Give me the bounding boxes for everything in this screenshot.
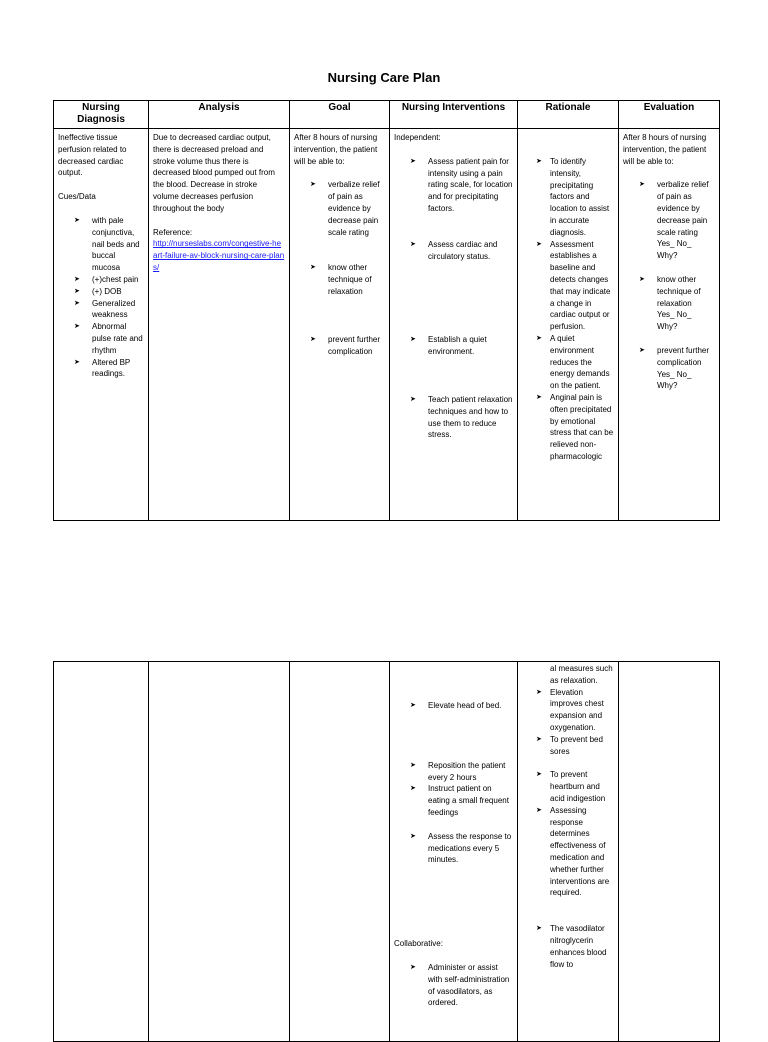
content-row [54,129,720,521]
intervention-item: ➤ Reposition the patient every 2 hours [394,760,513,784]
cue-item: ➤ Altered BP readings. [58,357,144,381]
why-field: Why? [657,322,678,332]
rationale-item: ➤ To prevent heartburn and acid indigestion [522,769,614,804]
rationale-item: ➤ Assessing response determines effectiveness of medication and whether further interventions are required. [522,805,614,899]
header-row [54,101,720,129]
care-plan-table-page1 [53,100,720,521]
analysis-cell-cont [149,662,290,1042]
cues-list [58,215,144,380]
evaluation-item [623,345,715,392]
yes-no-field: Yes_ No_ [657,310,692,320]
rationale-list [522,156,614,463]
intervention-item: ➤ Assess patient pain for intensity using a pain rating scale, for location and for precipitating factors. [394,156,513,215]
intervention-item: ➤ Establish a quiet environment. [394,334,513,358]
diagnosis-cell-cont [54,662,149,1042]
goal-item: ➤ prevent further complication [294,334,385,358]
reference-label: Reference: [153,227,193,237]
header-analysis: Analysis [149,101,290,129]
goal-list [294,179,385,357]
rationale-continued: al measures such as relaxation. [550,664,613,685]
rationale-item: ➤ The vasodilator nitroglycerin enhances blood flow to [522,923,614,970]
intervention-item: ➤ Instruct patient on eating a small frequent feedings [394,783,513,818]
rationale-item: ➤ To identify intensity, precipitating factors and location to assist in accurate diagnosis. [522,156,614,239]
page-title: Nursing Care Plan [327,70,441,85]
goal-cell-cont [290,662,390,1042]
rationale-item: ➤ A quiet environment reduces the energy demands on the patient. [522,333,614,392]
cue-item: ➤ Generalized weakness [58,298,144,322]
evaluation-text: prevent further complication [657,345,710,367]
header-goal: Goal [290,101,390,129]
rationale-item: ➤ Anginal pain is often precipitated by emotional stress that can be relieved non-pharmacologic [522,392,614,463]
interventions-cell [390,129,518,521]
interventions-list [394,156,513,441]
evaluation-item [623,179,715,262]
goal-intro: After 8 hours of nursing intervention, the patient will be able to: [294,133,378,166]
intervention-item: ➤ Assess the response to medications every 5 minutes. [394,831,513,866]
header-evaluation: Evaluation [619,101,720,129]
rationale-list-cont [522,687,614,971]
reference-link[interactable]: http://nurseslabs.com/congestive-heart-failure-av-block-nursing-care-plans/ [153,239,285,272]
header-nursing-interventions: Nursing Interventions [390,101,518,129]
diagnosis-text: Ineffective tissue perfusion related to decreased cardiac output. [58,133,127,178]
rationale-cell-cont [518,662,619,1042]
why-field: Why? [657,381,678,391]
rationale-item: ➤ Elevation improves chest expansion and oxygenation. [522,687,614,734]
header-nursing-diagnosis: Nursing Diagnosis [54,101,149,129]
analysis-cell [149,129,290,521]
header-rationale: Rationale [518,101,619,129]
intervention-item: ➤ Elevate head of bed. [394,700,513,712]
collaborative-label: Collaborative: [394,939,443,949]
goal-item: ➤ know other technique of relaxation [294,262,385,297]
cue-item: ➤ (+)chest pain [58,274,144,286]
evaluation-text: know other technique of relaxation [657,274,701,308]
cue-item: ➤ (+) DOB [58,286,144,298]
care-plan-table-page2 [53,661,720,1042]
cues-label: Cues/Data [58,192,96,202]
rationale-item: ➤ Assessment establishes a baseline and detects changes that may indicate a change in cardiac output or perfusion. [522,239,614,333]
independent-label: Independent: [394,133,441,142]
evaluation-intro: After 8 hours of nursing intervention, the patient will be able to: [623,133,707,166]
evaluation-cell-cont [619,662,720,1042]
goal-cell [290,129,390,521]
intervention-item: ➤ Administer or assist with self-administration of vasodilators, as ordered. [394,962,513,1009]
evaluation-text: verbalize relief of pain as evidence by decrease pain scale rating [657,180,709,237]
evaluation-cell [619,129,720,521]
why-field: Why? [657,251,678,261]
evaluation-item [623,274,715,333]
continuation-row [54,662,720,1042]
goal-item: ➤ verbalize relief of pain as evidence by decrease pain scale rating [294,179,385,238]
interventions-cell-cont [390,662,518,1042]
rationale-cell [518,129,619,521]
collaborative-list [394,962,513,1009]
evaluation-list [623,179,715,392]
diagnosis-cell [54,129,149,521]
interventions-list-cont [394,700,513,866]
yes-no-field: Yes_ No_ [657,369,692,379]
cue-item: ➤ Abnormal pulse rate and rhythm [58,321,144,356]
intervention-item: ➤ Teach patient relaxation techniques and how to use them to reduce stress. [394,394,513,441]
cue-item: ➤ with pale conjunctiva, nail beds and buccal mucosa [58,215,144,274]
intervention-item: ➤ Assess cardiac and circulatory status. [394,239,513,263]
yes-no-field: Yes_ No_ [657,239,692,249]
analysis-text: Due to decreased cardiac output, there is decreased preload and stroke volume thus there is decreased blood pumped out from the blood. Decrease in stroke volume decreases perfusion throughout the body [153,133,275,213]
rationale-item: ➤ To prevent bed sores [522,734,614,758]
